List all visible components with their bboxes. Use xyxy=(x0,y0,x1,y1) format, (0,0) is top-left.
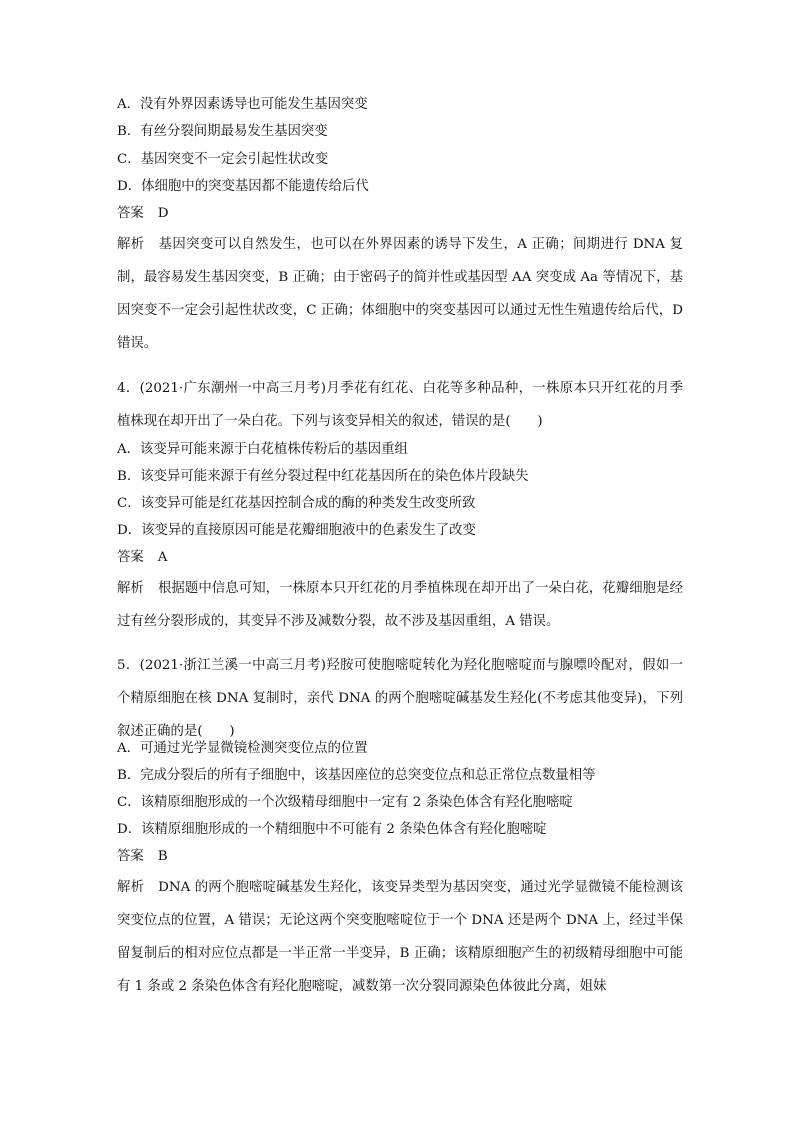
q5-option-c: C．该精原细胞形成的一个次级精母细胞中一定有 2 条染色体含有羟化胞嘧啶 xyxy=(117,795,573,810)
q5-analysis xyxy=(117,871,683,1003)
q5-analysis-text: DNA 的两个胞嘧啶碱基发生羟化，该变异类型为基因突变，通过光学显微镜不能检测该突变位点的位置，A 错误；无论这两个突变胞嘧啶位于一个 DNA 还是两个 DNA 上，经过半保留复制后的相对应位点都是一半正常一半变异，B 正确；该精原细胞产生的初级精母细胞中可能有 1 条或 2 条染色体含有羟化胞嘧啶，减数第一次分裂同源染色体彼此分离，姐妹 xyxy=(117,880,683,994)
q5-option-a: A．可通过光学显微镜检测突变位点的位置 xyxy=(117,741,368,756)
q4-analysis xyxy=(117,572,683,638)
q4-answer-value: A xyxy=(157,550,168,565)
q3-option-d: D．体细胞中的突变基因都不能遗传给后代 xyxy=(117,179,369,194)
q3-option-b: B．有丝分裂间期最易发生基因突变 xyxy=(117,124,328,139)
q3-analysis-text: 基因突变可以自然发生，也可以在外界因素的诱导下发生，A 正确；间期进行 DNA 复制，最容易发生基因突变，B 正确；由于密码子的简并性或基因型 AA 突变成 Aa 等情况下，基因突变不一定会引起性状改变，C 正确；体细胞中的突变基因可以通过无性生殖遗传给后代，D 错误。 xyxy=(117,237,684,351)
q4-stem: 4．(2021·广东潮州一中高三月考)月季花有红花、白花等多种品种，一株原本只开红花的月季植株现在却开出了一朵白花。下列与该变异相关的叙述，错误的是( ) xyxy=(117,381,683,429)
q4-option-a: A．该变异可能来源于白花植株传粉后的基因重组 xyxy=(117,442,408,457)
q5-option-d: D．该精原细胞形成的一个精细胞中不可能有 2 条染色体含有羟化胞嘧啶 xyxy=(117,822,547,837)
q5-answer xyxy=(117,848,168,866)
q3-answer xyxy=(117,205,169,223)
q4-answer-label: 答案 xyxy=(117,550,144,565)
q3-analysis-label: 解析 xyxy=(117,237,145,252)
q4-option-b: B．该变异可能来源于有丝分裂过程中红花基因所在的染色体片段缺失 xyxy=(117,469,529,484)
q4-option-d: D．该变异的直接原因可能是花瓣细胞液中的色素发生了改变 xyxy=(117,523,476,538)
q5-answer-label: 答案 xyxy=(117,849,144,864)
q3-option-a: A．没有外界因素诱导也可能发生基因突变 xyxy=(117,97,368,112)
q3-analysis xyxy=(117,228,683,360)
q5-option-b: B．完成分裂后的所有子细胞中，该基因座位的总突变位点和总正常位点数量相等 xyxy=(117,768,596,783)
q3-answer-value: D xyxy=(157,206,169,221)
q3-option-c: C．基因突变不一定会引起性状改变 xyxy=(117,152,329,167)
q4-analysis-text: 根据题中信息可知，一株原本只开红花的月季植株现在却开出了一朵白花，花瓣细胞是经过有丝分裂形成的，其变异不涉及减数分裂，故不涉及基因重组，A 错误。 xyxy=(117,581,684,629)
q5-answer-value: B xyxy=(157,849,168,864)
q4-analysis-label: 解析 xyxy=(117,581,144,596)
q5-analysis-label: 解析 xyxy=(117,880,145,895)
q4-answer xyxy=(117,549,167,567)
q4-option-c: C．该变异可能是红花基因控制合成的酶的种类发生改变所致 xyxy=(117,496,476,511)
q5-stem: 5．(2021·浙江兰溪一中高三月考)羟胺可使胞嘧啶转化为羟化胞嘧啶而与腺嘌呤配对，假如一个精原细胞在核 DNA 复制时，亲代 DNA 的两个胞嘧啶碱基发生羟化(不考虑其他变异)，下列叙述正确的是( ) xyxy=(117,658,683,739)
q3-answer-label: 答案 xyxy=(117,206,144,221)
